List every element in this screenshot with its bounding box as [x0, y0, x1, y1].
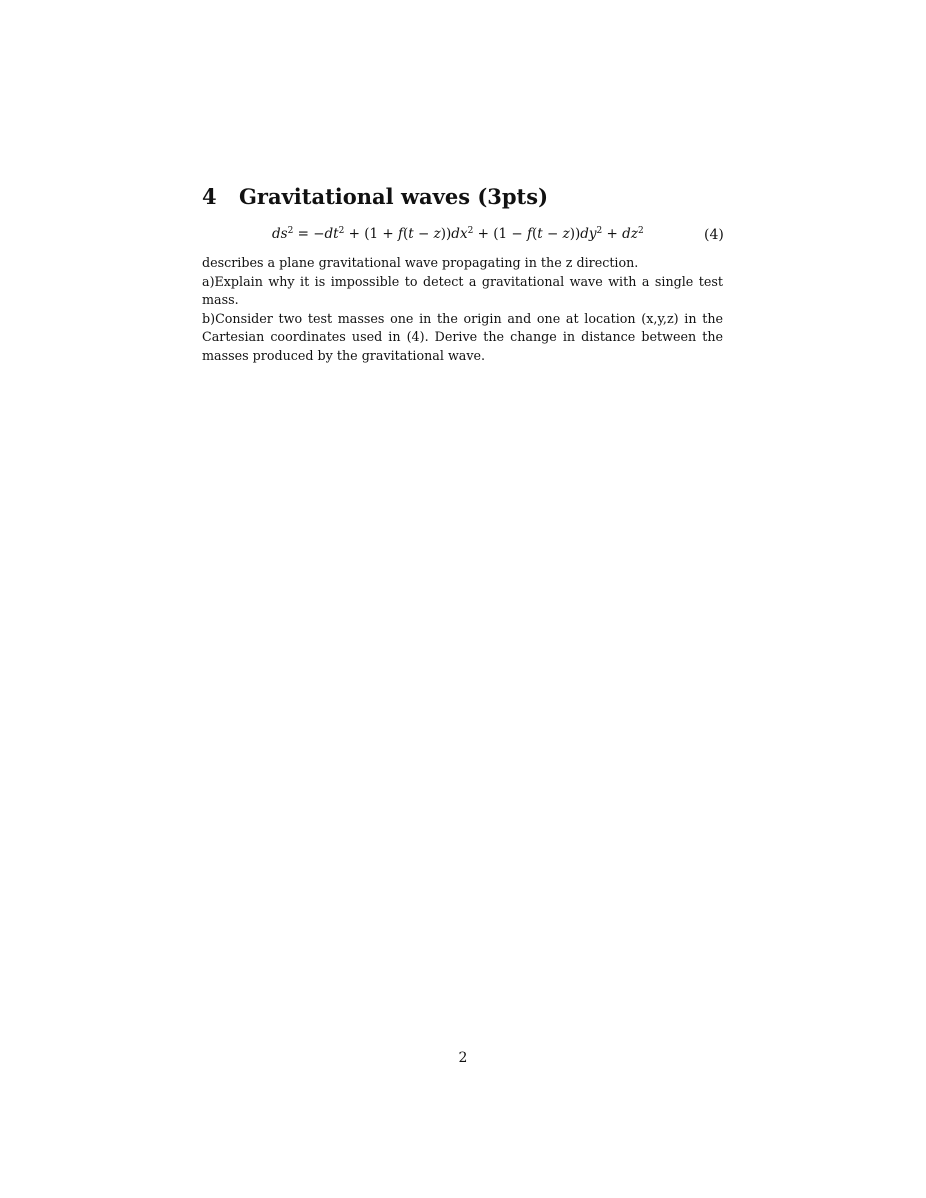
eq-dt: dt	[324, 226, 339, 242]
eq-minus: −	[542, 226, 563, 242]
paragraph-description: describes a plane gravitational wave propagating in the z direction.	[202, 255, 639, 270]
page-number: 2	[458, 1050, 468, 1066]
metric-equation	[272, 226, 644, 242]
eq-minus: −	[413, 226, 434, 242]
eq-term3-open: + (1 −	[473, 226, 527, 242]
section-heading	[202, 184, 548, 209]
problem-text	[202, 254, 723, 366]
paragraph-part-b: b)Consider two test masses one in the origin and one at location (x,y,z) in the Cartesian coordinates used in (4). Derive the change in distance between the masses produced by the gravitational wave.	[202, 310, 723, 363]
eq-paren: (	[403, 226, 409, 242]
eq-exponent: 2	[637, 226, 644, 236]
paragraph-part-a: a)Explain why it is impossible to detect a gravitational wave with a single test mass.	[202, 273, 723, 308]
eq-z: z	[433, 226, 441, 242]
eq-close: ))	[569, 226, 581, 242]
eq-dy: dy	[580, 226, 597, 242]
eq-t: t	[408, 226, 414, 242]
eq-t: t	[537, 226, 543, 242]
eq-z: z	[562, 226, 570, 242]
eq-plus: +	[602, 226, 623, 242]
eq-dz: dz	[622, 226, 638, 242]
eq-term2-open: + (1 +	[344, 226, 398, 242]
eq-dx: dx	[451, 226, 468, 242]
eq-exponent: 2	[287, 226, 294, 236]
eq-paren: (	[531, 226, 538, 242]
equation-number: (4)	[704, 227, 724, 243]
eq-exponent: 2	[338, 226, 345, 236]
eq-f: f	[398, 226, 403, 242]
eq-exponent: 2	[596, 226, 603, 236]
eq-close: ))	[440, 226, 452, 242]
eq-ds: ds	[272, 226, 288, 242]
eq-equals-minus: = −	[293, 226, 325, 242]
eq-f: f	[526, 226, 532, 242]
section-number: 4	[202, 184, 217, 209]
eq-exponent: 2	[467, 226, 474, 236]
section-title: Gravitational waves (3pts)	[239, 184, 549, 209]
